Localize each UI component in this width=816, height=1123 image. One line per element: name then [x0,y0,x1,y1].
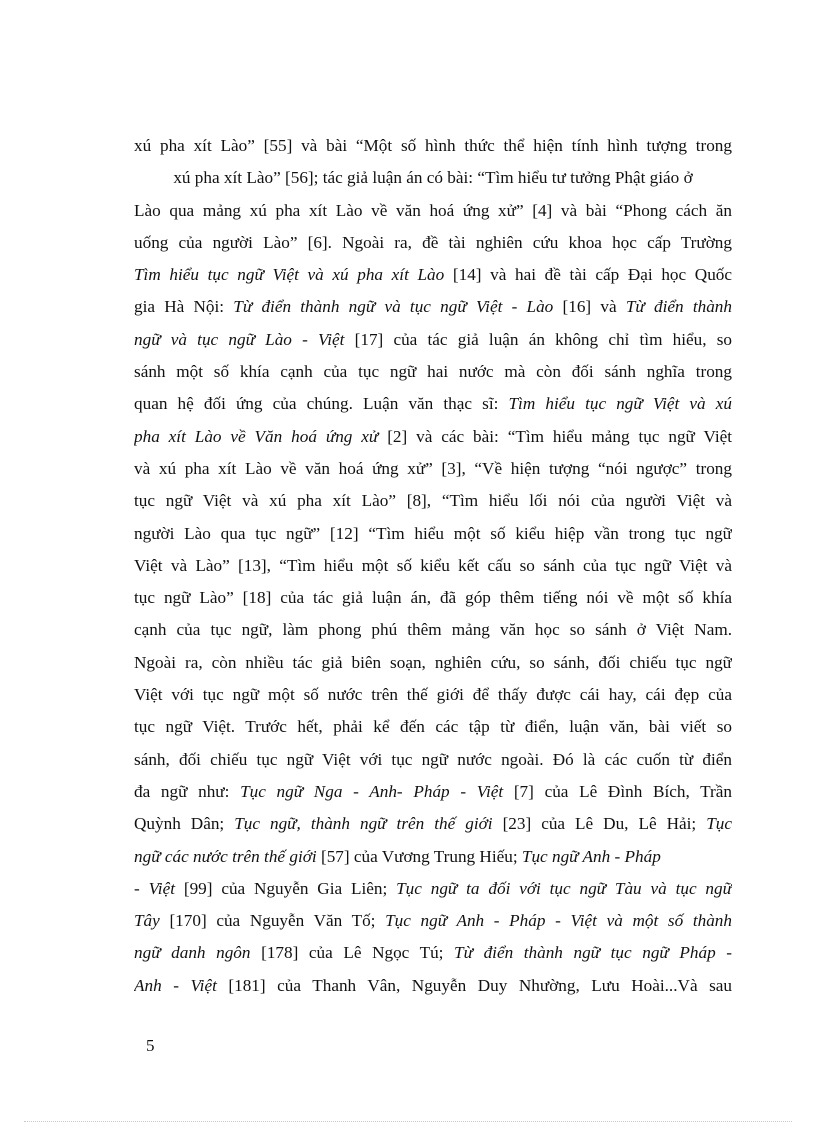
italic-title-text: Tục ngữ ta đối với tục ngữ Tàu và tục ngữ [396,878,732,898]
italic-title-text: Tìm hiểu tục ngữ Việt và xú pha xít Lào [134,265,445,285]
text-run: [170] của Nguyễn Văn Tố; [159,911,386,931]
italic-title-text: Từ điển thành [625,297,732,317]
text-run: xú pha xít Lào” [55] và bài “Một số hình thức thể hiện tính hình tượng trong [134,136,732,155]
text-run: sánh một số khía cạnh của tục ngữ hai nước mà còn đối sánh nghĩa trong [134,362,732,382]
text-run: [99] của Nguyễn Gia Liên; [174,878,397,898]
text-run: [178] của Lê Ngọc Tú; [250,943,455,963]
text-run: quan hệ đối ứng của chúng. Luận văn thạc sĩ: [134,394,509,414]
text-line [134,614,732,646]
text-line [134,647,732,679]
text-run: Việt và Lào” [13], “Tìm hiểu một số kiểu kết cấu so sánh của tục ngữ Việt và [134,555,732,575]
italic-title-text: ngữ và tục ngữ Lào - Việt [134,329,345,349]
text-run: tục ngữ Việt và xú pha xít Lào” [8], “Tìm hiểu lối nói của người Việt và [134,491,732,511]
italic-title-text: Từ điển thành ngữ tục ngữ Pháp - [454,943,732,963]
text-line [134,776,732,808]
italic-title-text: Tục [706,814,732,834]
text-run: sánh, đối chiếu tục ngữ Việt với tục ngữ nước ngoài. Đó là các cuốn từ điển [134,749,732,769]
text-run: Việt với tục ngữ một số nước trên thế giới để thấy được cái hay, cái đẹp của [134,685,732,705]
page-bottom-divider [24,1121,792,1122]
text-run: đa ngữ như: [134,781,241,801]
text-line [134,324,732,356]
text-run: [7] của Lê Đình Bích, Trần [503,781,732,801]
italic-title-text: Tục ngữ, thành ngữ trên thế giới [234,814,493,834]
italic-title-text: ngữ danh ngôn [134,943,251,963]
italic-title-text: Tục ngữ Nga - Anh- Pháp - Việt [240,781,504,801]
text-run: [14] và hai đề tài cấp Đại học Quốc [444,265,732,285]
text-line [134,905,732,937]
italic-title-text: Tây [134,911,160,931]
page-number: 5 [146,1036,155,1055]
text-line [134,162,732,194]
text-line [134,582,732,614]
text-line [134,550,732,582]
text-line [134,679,732,711]
text-run: [181] của Thanh Vân, Nguyễn Duy Nhường, Lưu Hoài...Và sau [216,975,732,995]
text-line [134,130,732,162]
text-run: Lào qua mảng xú pha xít Lào về văn hoá ứng xử” [4] và bài “Phong cách ăn [134,200,732,220]
text-line [134,841,732,873]
italic-title-text: Tìm hiểu tục ngữ Việt và xú [508,394,732,414]
text-run: Ngoài ra, còn nhiều tác giả biên soạn, nghiên cứu, so sánh, đối chiếu tục ngữ [134,652,732,672]
text-run: xú pha xít Lào” [56]; tác giả luận án có bài: “Tìm hiểu tư tưởng Phật giáo ở [173,168,693,188]
text-run: [57] của Vương Trung Hiếu; [316,846,522,866]
italic-title-text: Tục ngữ Anh - Pháp - Việt và một số thành [385,911,732,931]
italic-title-text: Tục ngữ Anh - Pháp [521,846,661,866]
text-line [134,970,732,1002]
italic-title-text: ngữ các nước trên thế giới [134,846,317,866]
text-line [134,356,732,388]
body-paragraph [134,130,732,1002]
text-line [134,744,732,776]
text-line [134,453,732,485]
text-run: [17] của tác giả luận án không chỉ tìm hiểu, so [344,329,732,349]
text-line [134,259,732,291]
text-line [134,711,732,743]
text-line [134,873,732,905]
text-run: [16] và [553,297,626,317]
text-line [134,937,732,969]
text-line [134,421,732,453]
text-line [134,291,732,323]
text-run: người Lào qua tục ngữ” [12] “Tìm hiểu một số kiểu hiệp vần trong tục ngữ [134,523,732,543]
text-line [134,808,732,840]
text-run: gia Hà Nội: [134,297,234,317]
text-run: uống của người Lào” [6]. Ngoài ra, đề tài nghiên cứu khoa học cấp Trường [134,232,732,252]
text-run: và xú pha xít Lào về văn hoá ứng xử” [3], “Về hiện tượng “nói ngược” trong [134,458,732,478]
italic-title-text: Anh - Việt [134,975,217,995]
text-run: cạnh của tục ngữ, làm phong phú thêm mảng văn học so sánh ở Việt Nam. [134,620,732,640]
italic-title-text: Từ điển thành ngữ và tục ngữ Việt - Lào [233,297,554,317]
text-run: tục ngữ Lào” [18] của tác giả luận án, đã góp thêm tiếng nói về một số khía [134,588,732,608]
text-line [134,195,732,227]
text-line [134,227,732,259]
text-run: tục ngữ Việt. Trước hết, phải kể đến các tập từ điển, luận văn, bài viết so [134,717,732,737]
text-line [134,518,732,550]
text-line [134,485,732,517]
italic-title-text: - Việt [134,878,175,898]
text-line [134,388,732,420]
italic-title-text: pha xít Lào về Văn hoá ứng xử [134,426,379,446]
text-run: Quỳnh Dân; [134,814,235,834]
text-run: [23] của Lê Du, Lê Hải; [492,814,707,834]
text-run: [2] và các bài: “Tìm hiểu mảng tục ngữ Việt [378,426,732,446]
